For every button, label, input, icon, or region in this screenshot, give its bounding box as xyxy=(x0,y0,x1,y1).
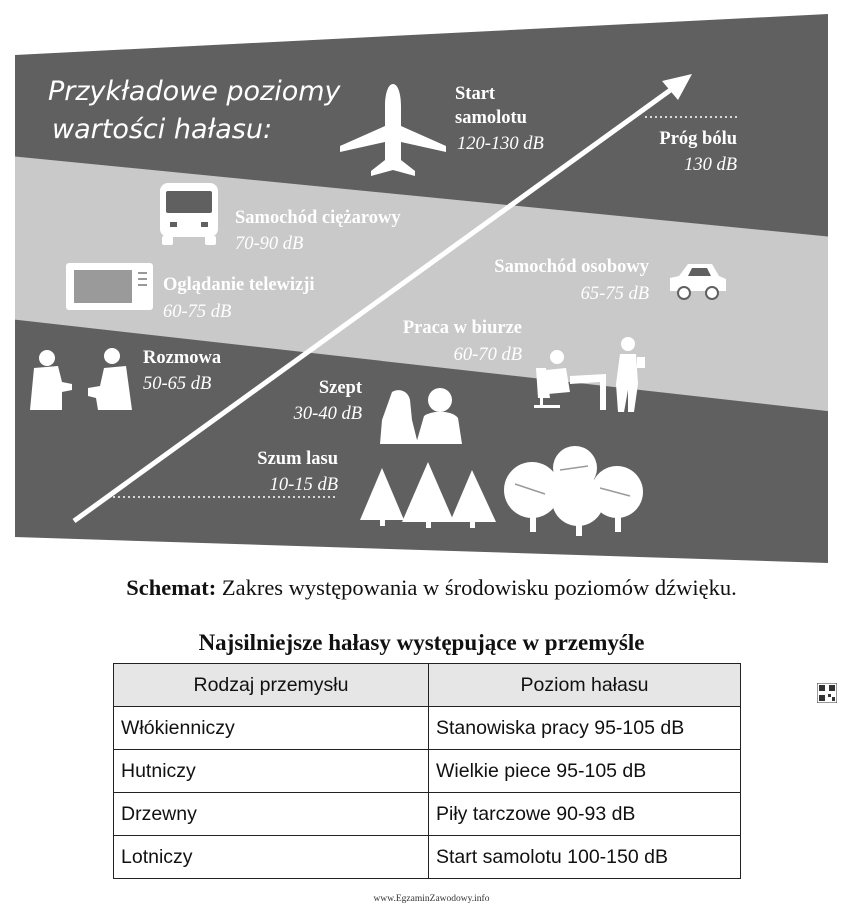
car-level: 65-75 dB xyxy=(580,284,649,304)
pain-threshold-level: 130 dB xyxy=(684,155,737,175)
column-header-industry: Rodzaj przemysłu xyxy=(114,664,429,707)
schematic-caption xyxy=(0,575,863,601)
industry-cell: Lotniczy xyxy=(114,836,429,879)
table-row xyxy=(114,750,741,793)
truck-icon xyxy=(160,183,218,245)
airplane-takeoff-label-line-1: Start xyxy=(455,84,496,104)
caption-text: Zakres występowania w środowisku poziomów dźwięku. xyxy=(216,575,737,600)
pain-threshold-label: Próg bólu xyxy=(659,129,737,149)
industry-cell: Włókienniczy xyxy=(114,707,429,750)
industry-cell: Hutniczy xyxy=(114,750,429,793)
industry-cell: Drzewny xyxy=(114,793,429,836)
tv-label: Oglądanie telewizji xyxy=(163,275,315,295)
table-row xyxy=(114,793,741,836)
noise-level-cell: Stanowiska pracy 95-105 dB xyxy=(429,707,741,750)
table-row xyxy=(114,836,741,879)
noise-level-cell: Start samolotu 100-150 dB xyxy=(429,836,741,879)
footer-url: www.EgzaminZawodowy.info xyxy=(373,894,490,904)
conversation-label: Rozmowa xyxy=(143,348,222,368)
table-header-row xyxy=(114,664,741,707)
television-icon xyxy=(66,263,153,310)
infographic-title-line-2: wartości hałasu: xyxy=(52,114,273,145)
whisper-level: 30-40 dB xyxy=(293,404,362,424)
tv-level: 60-75 dB xyxy=(163,302,232,322)
qr-code-icon xyxy=(817,683,837,703)
noise-level-cell: Wielkie piece 95-105 dB xyxy=(429,750,741,793)
caption-label: Schemat: xyxy=(126,575,217,600)
infographic-title-line-1: Przykładowe poziomy xyxy=(48,76,341,107)
airplane-takeoff-level: 120-130 dB xyxy=(457,134,544,154)
conversation-level: 50-65 dB xyxy=(143,374,212,394)
office-work-level: 60-70 dB xyxy=(453,345,522,365)
car-label: Samochód osobowy xyxy=(494,257,649,277)
column-header-noise-level: Poziom hałasu xyxy=(429,664,741,707)
truck-label: Samochód ciężarowy xyxy=(235,208,401,228)
table-title: Najsilniejsze hałasy występujące w przemyśle xyxy=(198,630,645,655)
whisper-label: Szept xyxy=(318,378,362,398)
forest-label: Szum lasu xyxy=(257,449,338,469)
noise-level-cell: Piły tarczowe 90-93 dB xyxy=(429,793,741,836)
forest-level: 10-15 dB xyxy=(269,475,338,495)
industrial-noise-table xyxy=(113,663,741,879)
airplane-takeoff-label-line-2: samolotu xyxy=(455,108,527,128)
table-row xyxy=(114,707,741,750)
truck-level: 70-90 dB xyxy=(235,234,304,254)
office-work-label: Praca w biurze xyxy=(402,318,522,338)
